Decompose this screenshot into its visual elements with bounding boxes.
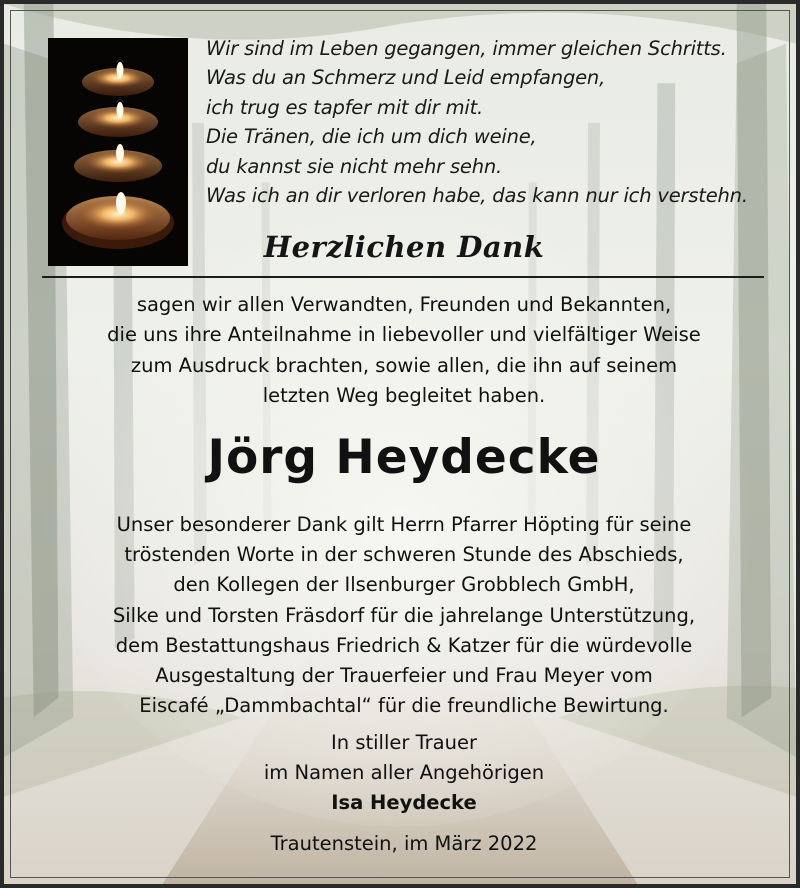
poem-line: ich trug es tapfer mit dir mit. [206, 95, 484, 119]
signature-line-2: im Namen aller Angehörigen [263, 761, 545, 784]
thanks-text [44, 510, 764, 721]
thanks-line: Unser besonderer Dank gilt Herrn Pfarrer Höpting für seine [116, 513, 692, 536]
signature-line-1: In stiller Trauer [331, 731, 477, 754]
thanks-line: Silke und Torsten Fräsdorf für die jahrelange Unterstützung, [112, 603, 696, 627]
poem-line: Was ich an dir verloren habe, das kann nur ich verstehn. [206, 184, 748, 208]
intro-line: die uns ihre Anteilnahme in liebevoller und vielfältiger Weise [107, 323, 701, 347]
thanks-line: tröstenden Worte in der schweren Stunde des Abschieds, [124, 543, 684, 567]
thanks-line: Ausgestaltung der Trauerfeier und Frau Meyer vom [155, 664, 653, 688]
signature [44, 728, 764, 818]
poem-line: Wir sind im Leben gegangen, immer gleichen Schritts. [206, 37, 727, 60]
heading-herzlichen-dank: Herzlichen Dank [263, 230, 545, 264]
signature-name: Isa Heydecke [331, 791, 477, 814]
intro-line: sagen wir allen Verwandten, Freunden und Bekannten, [136, 293, 672, 316]
poem-line: Die Tränen, die ich um dich weine, [206, 125, 537, 149]
intro-text [44, 290, 764, 412]
thanks-line: Eiscafé „Dammbachtal“ für die freundliche Bewirtung. [139, 694, 669, 718]
poem-line: Was du an Schmerz und Leid empfangen, [206, 66, 606, 90]
candles-photo [48, 38, 188, 266]
thanks-line: dem Bestattungshaus Friedrich & Katzer für die würdevolle [115, 633, 693, 657]
thanks-line: den Kollegen der Ilsenburger Grobblech GmbH, [173, 573, 635, 597]
poem [206, 34, 786, 210]
deceased-name: Jörg Heydecke [207, 430, 601, 485]
poem-line: du kannst sie nicht mehr sehn. [206, 154, 503, 178]
intro-line: letzten Weg begleitet haben. [262, 384, 546, 408]
divider-line [42, 276, 764, 278]
place-date: Trautenstein, im März 2022 [270, 832, 538, 855]
intro-line: zum Ausdruck brachten, sowie allen, die ihn auf seinem [130, 353, 678, 377]
